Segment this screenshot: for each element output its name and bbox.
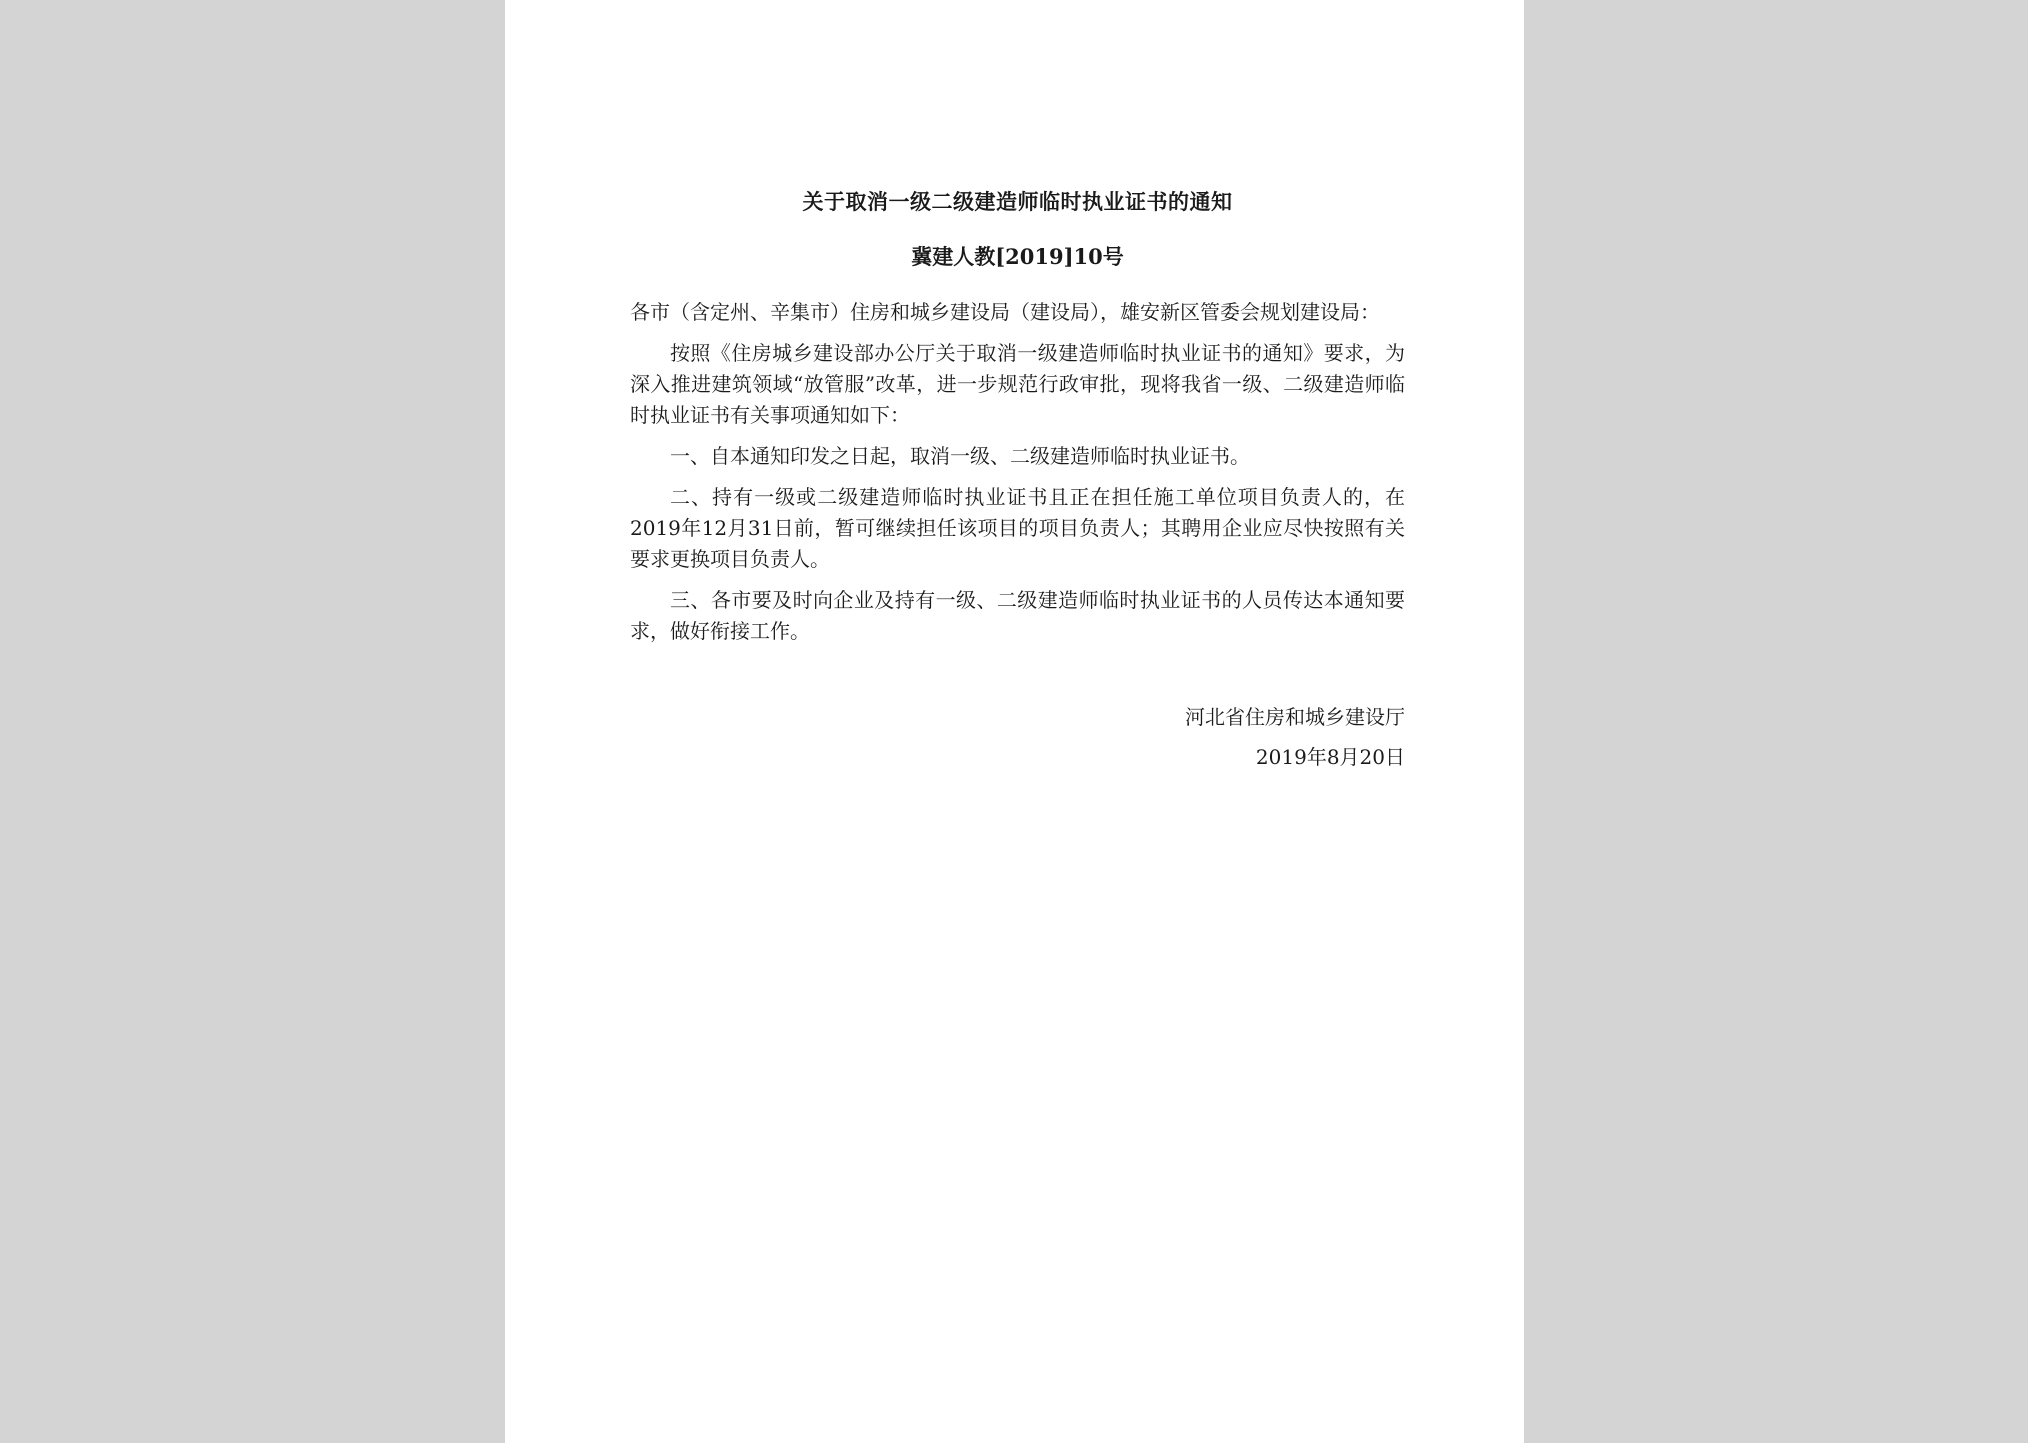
document-number: 冀建人教[2019]10号 [911,244,1124,269]
document-page [505,0,1524,1443]
paragraph-item-3: 三、各市要及时向企业及持有一级、二级建造师临时执业证书的人员传达本通知要求，做好衔接工作。 [630,588,1405,643]
document-title: 关于取消一级二级建造师临时执业证书的通知 [802,189,1233,214]
paragraph-intro: 按照《住房城乡建设部办公厅关于取消一级建造师临时执业证书的通知》要求，为深入推进建筑领域“放管服”改革，进一步规范行政审批，现将我省一级、二级建造师临时执业证书有关事项通知如下： [630,341,1405,427]
paragraph-item-2: 二、持有一级或二级建造师临时执业证书且正在担任施工单位项目负责人的，在2019年12月31日前，暂可继续担任该项目的项目负责人；其聘用企业应尽快按照有关要求更换项目负责人。 [630,485,1405,571]
salutation: 各市（含定州、辛集市）住房和城乡建设局（建设局），雄安新区管委会规划建设局： [630,300,1380,324]
signature-date: 2019年8月20日 [1255,745,1405,769]
paragraph-item-1: 一、自本通知印发之日起，取消一级、二级建造师临时执业证书。 [670,444,1250,468]
document-body [630,182,1405,777]
signature-organization: 河北省住房和城乡建设厅 [1185,705,1405,729]
